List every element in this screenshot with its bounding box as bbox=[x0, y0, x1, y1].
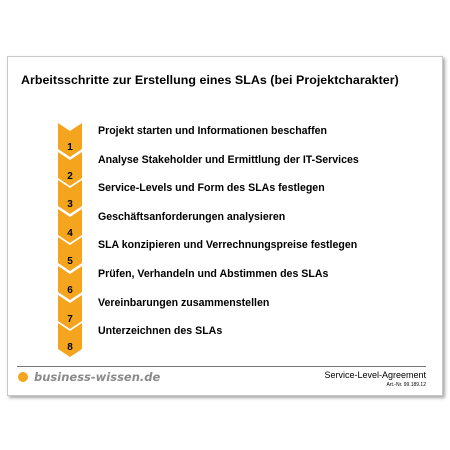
step-item bbox=[58, 266, 418, 295]
step-number: 3 bbox=[67, 199, 73, 211]
step-number: 7 bbox=[67, 313, 73, 325]
footer-info bbox=[324, 370, 426, 388]
step-item bbox=[58, 295, 418, 324]
step-label: Geschäftsanforderungen analysieren bbox=[98, 210, 286, 223]
step-label: Service-Levels und Form des SLAs festlegen bbox=[98, 182, 325, 195]
step-number: 1 bbox=[67, 142, 73, 153]
step-label: Analyse Stakeholder und Ermittlung der IT-Services bbox=[98, 153, 359, 166]
step-item bbox=[58, 237, 418, 266]
logo-text: business-wissen.de bbox=[34, 370, 161, 384]
step-label: Vereinbarungen zusammenstellen bbox=[98, 296, 270, 309]
step-number: 2 bbox=[67, 170, 73, 182]
slide bbox=[7, 56, 443, 396]
footer-divider bbox=[17, 366, 426, 367]
step-item bbox=[58, 180, 418, 209]
article-number: Art.-Nr. 99.189.12 bbox=[386, 382, 426, 388]
step-number: 6 bbox=[67, 285, 73, 296]
step-label: SLA konzipieren und Verrechnungspreise festlegen bbox=[98, 239, 358, 252]
step-number: 8 bbox=[67, 342, 73, 354]
step-number: 4 bbox=[67, 227, 73, 239]
document-title: Service-Level-Agreement bbox=[324, 370, 426, 380]
logo bbox=[18, 370, 160, 384]
step-label: Unterzeichnen des SLAs bbox=[98, 325, 223, 338]
step-label: Prüfen, Verhandeln und Abstimmen des SLAs bbox=[98, 268, 329, 280]
step-number: 5 bbox=[67, 256, 73, 268]
step-item bbox=[58, 323, 418, 352]
orange-dot-icon bbox=[18, 372, 28, 382]
step-label: Projekt starten und Informationen beschaffen bbox=[98, 125, 327, 137]
step-item bbox=[58, 209, 418, 238]
step-item bbox=[58, 123, 418, 152]
slide-title: Arbeitsschritte zur Erstellung eines SLAs (bei Projektcharakter) bbox=[21, 73, 399, 87]
step-item bbox=[58, 152, 418, 181]
